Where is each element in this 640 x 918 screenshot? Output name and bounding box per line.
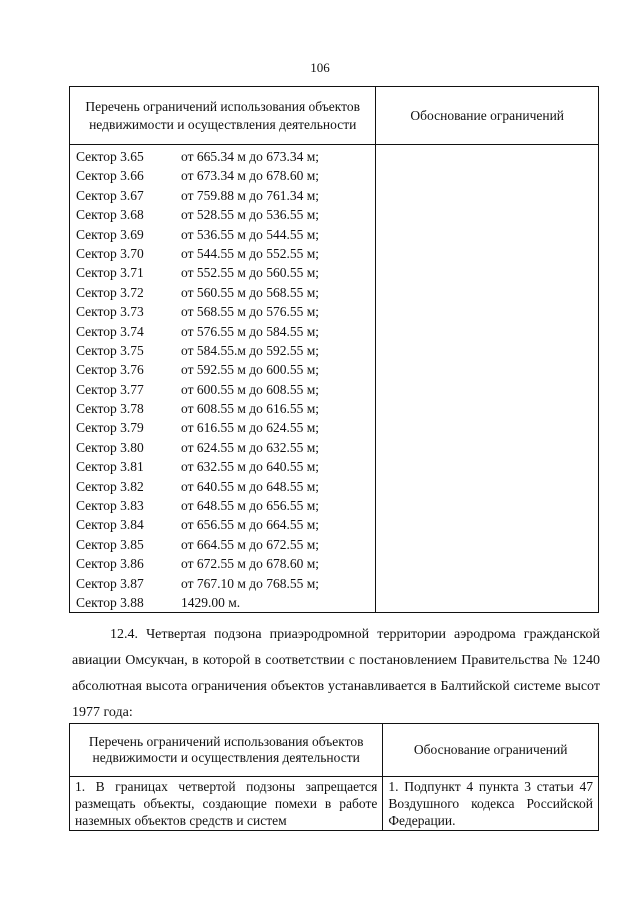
sector-height-range: от 608.55 м до 616.55 м;	[181, 401, 320, 417]
sector-label: Сектор 3.85	[76, 536, 144, 552]
sector-row	[76, 380, 375, 399]
sector-row	[76, 574, 375, 593]
sector-height-range: от 552.55 м до 560.55 м;	[181, 265, 320, 281]
sector-label: Сектор 3.76	[76, 362, 144, 378]
sector-label: Сектор 3.73	[76, 304, 144, 320]
sector-label: Сектор 3.66	[76, 168, 144, 184]
sector-row	[76, 457, 375, 476]
header-restrictions-list: Перечень ограничений использования объектов недвижимости и осуществления деятельности	[70, 87, 376, 145]
sector-row	[76, 166, 375, 185]
sector-label: Сектор 3.88	[76, 594, 144, 610]
sector-label: Сектор 3.69	[76, 226, 144, 242]
sector-height-range: от 584.55.м до 592.55 м;	[181, 342, 320, 358]
sector-height-range: от 632.55 м до 640.55 м;	[181, 459, 320, 475]
sector-row	[76, 515, 375, 534]
sector-row	[76, 322, 375, 341]
sector-label: Сектор 3.71	[76, 265, 144, 281]
sector-label: Сектор 3.78	[76, 401, 144, 417]
section-paragraph	[72, 622, 600, 726]
sector-height-range: от 665.34 м до 673.34 м;	[181, 149, 320, 164]
sector-height-range: от 560.55 м до 568.55 м;	[181, 284, 320, 300]
restriction-cell	[70, 777, 383, 831]
restrictions-table-subzone4	[69, 723, 599, 831]
sector-height-range: от 759.88 м до 761.34 м;	[181, 187, 320, 203]
sectors-cell	[70, 145, 376, 613]
sector-row	[76, 205, 375, 224]
sector-height-range: от 673.34 м до 678.60 м;	[181, 168, 320, 184]
sector-row	[76, 418, 375, 437]
sector-label: Сектор 3.82	[76, 478, 144, 494]
restriction-text: 1. В границах четвертой подзоны запрещается размещать объекты, создающие помехи в работе наземных объектов средств и систем	[75, 779, 378, 828]
sector-label: Сектор 3.68	[76, 207, 144, 223]
sector-height-range: от 576.55 м до 584.55 м;	[181, 323, 320, 339]
justification-text: 1. Подпункт 4 пункта 3 статьи 47 Воздушного кодекса Российской Федерации.	[388, 779, 593, 828]
sector-height-range: от 648.55 м до 656.55 м;	[181, 498, 320, 514]
sector-height-range: от 767.10 м до 768.55 м;	[181, 575, 320, 591]
sector-height-range: от 600.55 м до 608.55 м;	[181, 381, 320, 397]
sector-label: Сектор 3.77	[76, 381, 144, 397]
sector-height-range: от 672.55 м до 678.60 м;	[181, 556, 320, 572]
sector-height-range: от 616.55 м до 624.55 м;	[181, 420, 320, 436]
sector-height-range: 1429.00 м.	[181, 594, 241, 610]
header-restrictions-list: Перечень ограничений использования объектов недвижимости и осуществления деятельности	[70, 724, 383, 777]
sector-label: Сектор 3.81	[76, 459, 144, 475]
sector-label: Сектор 3.80	[76, 439, 144, 455]
sector-label: Сектор 3.75	[76, 342, 144, 358]
sector-row	[76, 554, 375, 573]
page-number: 106	[310, 60, 330, 75]
sector-height-range: от 544.55 м до 552.55 м;	[181, 245, 320, 261]
sector-row	[76, 341, 375, 360]
sector-height-range: от 624.55 м до 632.55 м;	[181, 439, 320, 455]
sector-row	[76, 283, 375, 302]
sector-list	[76, 147, 375, 612]
sector-row	[76, 438, 375, 457]
sector-height-range: от 592.55 м до 600.55 м;	[181, 362, 320, 378]
sector-row	[76, 225, 375, 244]
header-justification: Обоснование ограничений	[376, 87, 599, 145]
sector-row	[76, 399, 375, 418]
paragraph-text: 12.4. Четвертая подзона приаэродромной территории аэродрома гражданской авиации Омсукчан, в которой в соответствии с постановлением Правительства № 1240 абсолютная высота ограничения объектов устанавливается в Балтийской системе высот 1977 года:	[72, 627, 600, 720]
sector-label: Сектор 3.65	[76, 149, 144, 164]
restrictions-table-sectors	[69, 86, 599, 613]
sector-height-range: от 568.55 м до 576.55 м;	[181, 304, 320, 320]
sector-row	[76, 535, 375, 554]
sector-row	[76, 244, 375, 263]
table-header-row	[70, 724, 599, 777]
sector-label: Сектор 3.83	[76, 498, 144, 514]
justification-cell-empty	[376, 145, 599, 613]
sector-row	[76, 186, 375, 205]
table-header-row	[70, 87, 599, 145]
sector-label: Сектор 3.79	[76, 420, 144, 436]
justification-cell	[383, 777, 599, 831]
sector-row	[76, 496, 375, 515]
sector-row	[76, 263, 375, 282]
table-row	[70, 777, 599, 831]
sector-height-range: от 664.55 м до 672.55 м;	[181, 536, 320, 552]
sector-row	[76, 593, 375, 612]
sector-height-range: от 528.55 м до 536.55 м;	[181, 207, 320, 223]
sector-row	[76, 360, 375, 379]
sector-label: Сектор 3.87	[76, 575, 144, 591]
sector-label: Сектор 3.72	[76, 284, 144, 300]
sector-row	[76, 147, 375, 166]
sector-label: Сектор 3.70	[76, 245, 144, 261]
header-justification: Обоснование ограничений	[383, 724, 599, 777]
sector-label: Сектор 3.67	[76, 187, 144, 203]
sector-height-range: от 640.55 м до 648.55 м;	[181, 478, 320, 494]
sector-label: Сектор 3.86	[76, 556, 144, 572]
sector-height-range: от 536.55 м до 544.55 м;	[181, 226, 320, 242]
sector-height-range: от 656.55 м до 664.55 м;	[181, 517, 320, 533]
sector-row	[76, 302, 375, 321]
sector-label: Сектор 3.74	[76, 323, 144, 339]
sector-row	[76, 477, 375, 496]
table-body-row	[70, 145, 599, 613]
sector-label: Сектор 3.84	[76, 517, 144, 533]
